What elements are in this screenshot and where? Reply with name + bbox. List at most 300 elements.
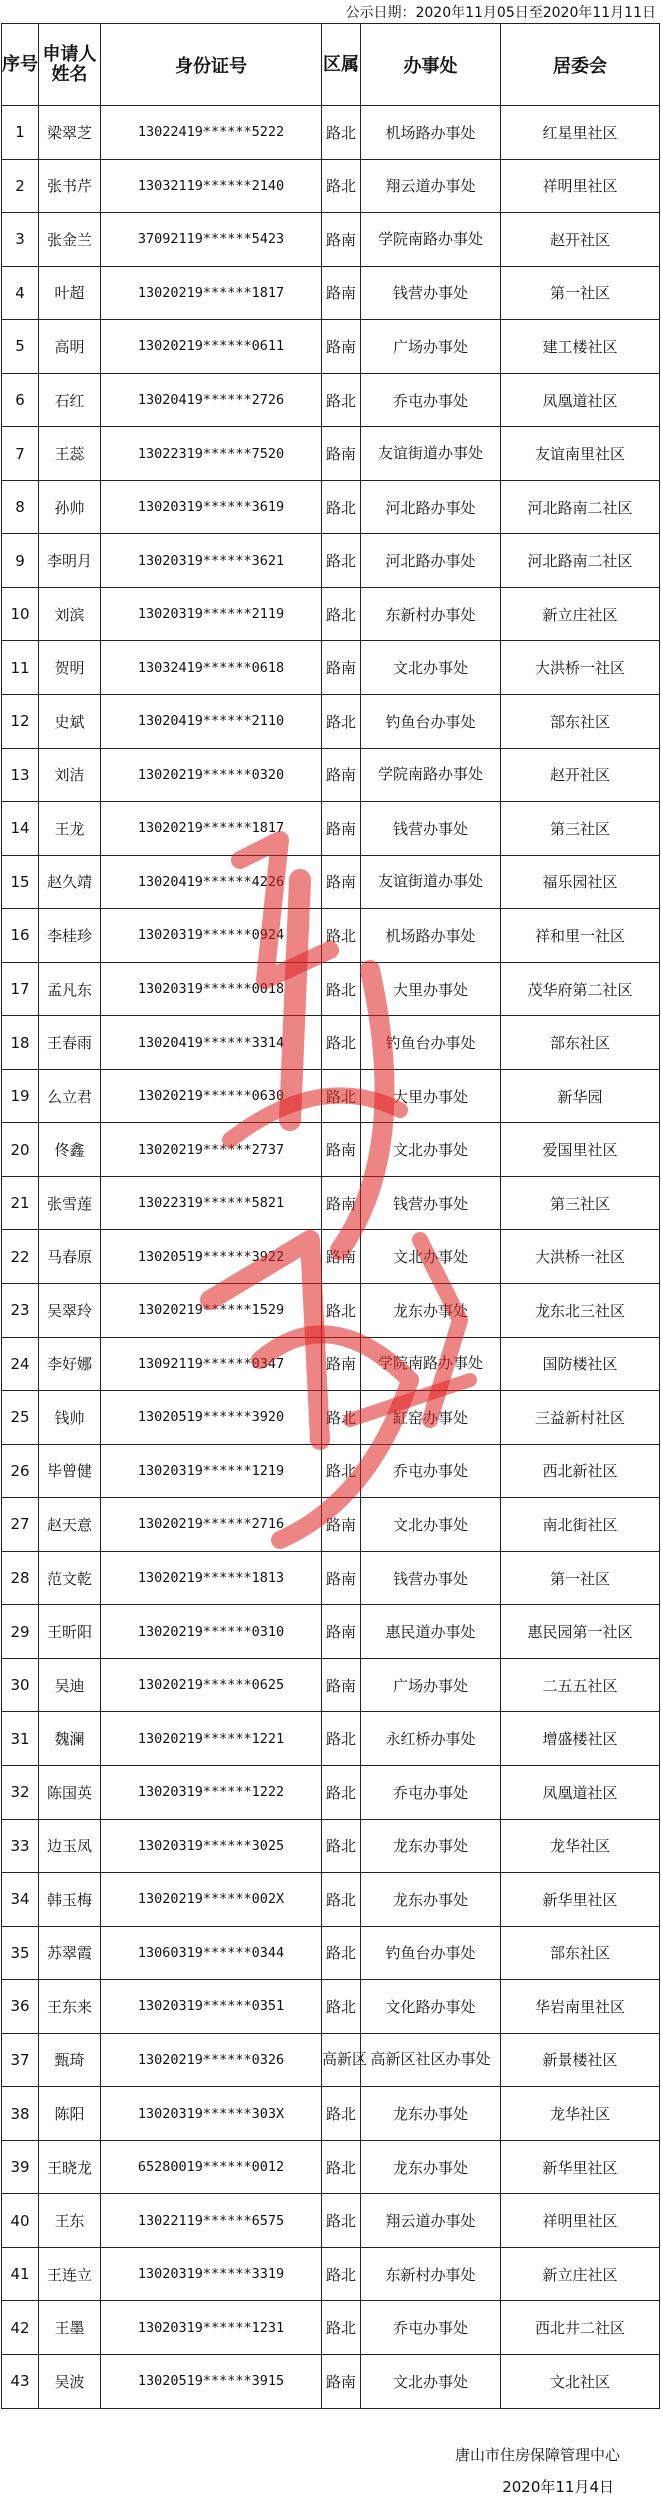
cell-index: 19 <box>2 1069 39 1123</box>
cell-office: 大里办事处 <box>361 962 501 1016</box>
table-header <box>2 24 660 106</box>
cell-name: 苏翠霞 <box>39 1926 101 1980</box>
cell-name: 韩玉梅 <box>39 1873 101 1927</box>
cell-id-number: 13020319******303X <box>101 2087 322 2141</box>
cell-index: 36 <box>2 1980 39 2034</box>
table-row <box>2 2033 660 2087</box>
cell-office: 文北办事处 <box>361 641 501 695</box>
table-row <box>2 2140 660 2194</box>
cell-community: 凤凰道社区 <box>501 373 660 427</box>
cell-district: 路南 <box>322 1337 361 1391</box>
cell-district: 路北 <box>322 1444 361 1498</box>
header-district: 区属 <box>322 24 361 106</box>
table-body <box>2 106 660 2409</box>
cell-name: 张金兰 <box>39 213 101 267</box>
header-name: 申请人姓名 <box>39 24 101 106</box>
cell-community: 新华园 <box>501 1069 660 1123</box>
cell-id-number: 13020519******3920 <box>101 1391 322 1445</box>
cell-id-number: 13032419******0618 <box>101 641 322 695</box>
cell-name: 李好娜 <box>39 1337 101 1391</box>
cell-name: 赵天意 <box>39 1498 101 1552</box>
cell-id-number: 13020419******2110 <box>101 695 322 749</box>
cell-name: 孟凡东 <box>39 962 101 1016</box>
table-row <box>2 1551 660 1605</box>
cell-office: 翔云道办事处 <box>361 2194 501 2248</box>
cell-id-number: 13020219******002X <box>101 1873 322 1927</box>
cell-community: 第三社区 <box>501 1176 660 1230</box>
cell-office: 河北路办事处 <box>361 480 501 534</box>
cell-community: 祥明里社区 <box>501 2194 660 2248</box>
cell-community: 祥明里社区 <box>501 159 660 213</box>
cell-district: 路北 <box>322 480 361 534</box>
cell-index: 7 <box>2 427 39 481</box>
cell-district: 路南 <box>322 266 361 320</box>
table-row <box>2 1765 660 1819</box>
cell-id-number: 13022419******5222 <box>101 106 322 160</box>
table-row <box>2 427 660 481</box>
cell-office: 钓鱼台办事处 <box>361 695 501 749</box>
cell-id-number: 13020219******2716 <box>101 1498 322 1552</box>
cell-id-number: 13020219******0326 <box>101 2033 322 2087</box>
cell-district: 路北 <box>322 534 361 588</box>
cell-office: 机场路办事处 <box>361 909 501 963</box>
cell-name: 史斌 <box>39 695 101 749</box>
issue-date: 2020年11月4日 <box>502 2478 614 2496</box>
cell-index: 22 <box>2 1230 39 1284</box>
cell-id-number: 13020519******3915 <box>101 2354 322 2408</box>
cell-name: 王蕊 <box>39 427 101 481</box>
cell-office: 河北路办事处 <box>361 534 501 588</box>
cell-office: 大里办事处 <box>361 1069 501 1123</box>
cell-index: 25 <box>2 1391 39 1445</box>
cell-community: 新立庄社区 <box>501 587 660 641</box>
cell-district: 路北 <box>322 1016 361 1070</box>
cell-community: 大洪桥一社区 <box>501 1230 660 1284</box>
cell-name: 王龙 <box>39 802 101 856</box>
cell-district: 路北 <box>322 1391 361 1445</box>
cell-index: 5 <box>2 320 39 374</box>
cell-index: 28 <box>2 1551 39 1605</box>
cell-name: 陈阳 <box>39 2087 101 2141</box>
table-row <box>2 320 660 374</box>
table-row <box>2 480 660 534</box>
cell-name: 孙帅 <box>39 480 101 534</box>
table-row <box>2 748 660 802</box>
applicant-table <box>1 23 660 2409</box>
cell-community: 惠民园第一社区 <box>501 1605 660 1659</box>
cell-name: 王连立 <box>39 2247 101 2301</box>
table-row <box>2 1069 660 1123</box>
cell-office: 缸窑办事处 <box>361 1391 501 1445</box>
table-row <box>2 159 660 213</box>
cell-id-number: 13020519******3922 <box>101 1230 322 1284</box>
cell-community: 建工楼社区 <box>501 320 660 374</box>
cell-index: 16 <box>2 909 39 963</box>
cell-index: 29 <box>2 1605 39 1659</box>
cell-office: 龙东办事处 <box>361 1819 501 1873</box>
cell-id-number: 13020319******3621 <box>101 534 322 588</box>
table-row <box>2 695 660 749</box>
cell-office: 乔屯办事处 <box>361 1444 501 1498</box>
table-row <box>2 2354 660 2408</box>
cell-name: 甄琦 <box>39 2033 101 2087</box>
cell-district: 路南 <box>322 1658 361 1712</box>
cell-community: 文北社区 <box>501 2354 660 2408</box>
cell-id-number: 13020419******3314 <box>101 1016 322 1070</box>
cell-id-number: 13020219******0310 <box>101 1605 322 1659</box>
cell-id-number: 13022319******5821 <box>101 1176 322 1230</box>
cell-district: 路北 <box>322 695 361 749</box>
cell-community: 凤凰道社区 <box>501 1765 660 1819</box>
cell-office: 学院南路办事处 <box>361 1337 501 1391</box>
cell-index: 30 <box>2 1658 39 1712</box>
cell-community: 西北新社区 <box>501 1444 660 1498</box>
cell-id-number: 13020219******1817 <box>101 802 322 856</box>
cell-district: 路南 <box>322 1176 361 1230</box>
cell-id-number: 13020219******1221 <box>101 1712 322 1766</box>
cell-name: 叶超 <box>39 266 101 320</box>
cell-index: 10 <box>2 587 39 641</box>
cell-index: 11 <box>2 641 39 695</box>
cell-index: 23 <box>2 1284 39 1338</box>
cell-id-number: 13020419******2726 <box>101 373 322 427</box>
cell-name: 王昕阳 <box>39 1605 101 1659</box>
cell-id-number: 13020319******0924 <box>101 909 322 963</box>
cell-name: 刘滨 <box>39 587 101 641</box>
cell-name: 王晓龙 <box>39 2140 101 2194</box>
cell-community: 部东社区 <box>501 695 660 749</box>
cell-index: 27 <box>2 1498 39 1552</box>
cell-id-number: 13020319******3025 <box>101 1819 322 1873</box>
publication-date: 公示日期：2020年11月05日至2020年11月11日 <box>345 5 656 21</box>
cell-community: 新立庄社区 <box>501 2247 660 2301</box>
cell-index: 40 <box>2 2194 39 2248</box>
cell-community: 友谊南里社区 <box>501 427 660 481</box>
cell-community: 龙东北三社区 <box>501 1284 660 1338</box>
table-row <box>2 2301 660 2355</box>
cell-id-number: 13022119******6575 <box>101 2194 322 2248</box>
cell-id-number: 13020419******4226 <box>101 855 322 909</box>
cell-name: 李明月 <box>39 534 101 588</box>
cell-office: 文北办事处 <box>361 1230 501 1284</box>
cell-district: 路北 <box>322 2194 361 2248</box>
cell-office: 机场路办事处 <box>361 106 501 160</box>
table-row <box>2 1391 660 1445</box>
cell-community: 新华里社区 <box>501 2140 660 2194</box>
cell-id-number: 13020319******1222 <box>101 1765 322 1819</box>
cell-district: 路南 <box>322 1230 361 1284</box>
cell-office: 文北办事处 <box>361 1498 501 1552</box>
cell-community: 红星里社区 <box>501 106 660 160</box>
cell-index: 26 <box>2 1444 39 1498</box>
cell-name: 钱帅 <box>39 1391 101 1445</box>
cell-office: 永红桥办事处 <box>361 1712 501 1766</box>
cell-id-number: 13020319******3619 <box>101 480 322 534</box>
cell-name: 张雪莲 <box>39 1176 101 1230</box>
cell-id-number: 65280019******0012 <box>101 2140 322 2194</box>
cell-community: 第一社区 <box>501 1551 660 1605</box>
cell-index: 37 <box>2 2033 39 2087</box>
cell-community: 赵开社区 <box>501 748 660 802</box>
cell-name: 吴迪 <box>39 1658 101 1712</box>
cell-office: 友谊街道办事处 <box>361 427 501 481</box>
cell-community: 部东社区 <box>501 1926 660 1980</box>
cell-office: 友谊街道办事处 <box>361 855 501 909</box>
table-row <box>2 587 660 641</box>
cell-index: 20 <box>2 1123 39 1177</box>
cell-district: 高新区 <box>322 2033 361 2087</box>
cell-community: 爱国里社区 <box>501 1123 660 1177</box>
cell-name: 王墨 <box>39 2301 101 2355</box>
cell-index: 14 <box>2 802 39 856</box>
cell-office: 惠民道办事处 <box>361 1605 501 1659</box>
cell-community: 福乐园社区 <box>501 855 660 909</box>
cell-name: 李桂珍 <box>39 909 101 963</box>
table-row <box>2 106 660 160</box>
cell-office: 龙东办事处 <box>361 2140 501 2194</box>
cell-district: 路北 <box>322 1819 361 1873</box>
cell-community: 二五五社区 <box>501 1658 660 1712</box>
cell-district: 路北 <box>322 159 361 213</box>
cell-name: 佟鑫 <box>39 1123 101 1177</box>
cell-name: 马春原 <box>39 1230 101 1284</box>
table-row <box>2 534 660 588</box>
cell-office: 钓鱼台办事处 <box>361 1926 501 1980</box>
cell-office: 文化路办事处 <box>361 1980 501 2034</box>
cell-district: 路北 <box>322 587 361 641</box>
table-row <box>2 1712 660 1766</box>
cell-district: 路南 <box>322 748 361 802</box>
cell-id-number: 37092119******5423 <box>101 213 322 267</box>
table-row <box>2 1605 660 1659</box>
cell-index: 15 <box>2 855 39 909</box>
cell-office: 乔屯办事处 <box>361 2301 501 2355</box>
cell-office: 高新区社区办事处 <box>361 2033 501 2087</box>
table-row <box>2 1284 660 1338</box>
cell-district: 路南 <box>322 802 361 856</box>
table-row <box>2 266 660 320</box>
cell-id-number: 13020219******0630 <box>101 1069 322 1123</box>
table-row <box>2 1819 660 1873</box>
cell-community: 赵开社区 <box>501 213 660 267</box>
header-id-number: 身份证号 <box>101 24 322 106</box>
cell-district: 路南 <box>322 855 361 909</box>
table-row <box>2 1337 660 1391</box>
cell-community: 部东社区 <box>501 1016 660 1070</box>
cell-index: 33 <box>2 1819 39 1873</box>
cell-name: 王春雨 <box>39 1016 101 1070</box>
cell-office: 学院南路办事处 <box>361 748 501 802</box>
cell-district: 路北 <box>322 1873 361 1927</box>
table-row <box>2 855 660 909</box>
cell-district: 路北 <box>322 1980 361 2034</box>
cell-district: 路南 <box>322 320 361 374</box>
cell-index: 4 <box>2 266 39 320</box>
table-row <box>2 2087 660 2141</box>
cell-district: 路北 <box>322 1926 361 1980</box>
cell-office: 文北办事处 <box>361 2354 501 2408</box>
cell-name: 石红 <box>39 373 101 427</box>
cell-id-number: 13092119******0347 <box>101 1337 322 1391</box>
cell-name: 吴波 <box>39 2354 101 2408</box>
cell-name: 王东 <box>39 2194 101 2248</box>
cell-name: 刘洁 <box>39 748 101 802</box>
cell-index: 17 <box>2 962 39 1016</box>
table-row <box>2 641 660 695</box>
cell-office: 钱营办事处 <box>361 266 501 320</box>
table-row <box>2 1658 660 1712</box>
cell-district: 路南 <box>322 641 361 695</box>
table-row <box>2 1498 660 1552</box>
cell-id-number: 13060319******0344 <box>101 1926 322 1980</box>
table-row <box>2 2194 660 2248</box>
cell-name: 么立君 <box>39 1069 101 1123</box>
table-row <box>2 962 660 1016</box>
cell-community: 大洪桥一社区 <box>501 641 660 695</box>
cell-district: 路北 <box>322 2140 361 2194</box>
cell-community: 茂华府第二社区 <box>501 962 660 1016</box>
cell-id-number: 13020219******2737 <box>101 1123 322 1177</box>
cell-community: 西北井二社区 <box>501 2301 660 2355</box>
cell-index: 24 <box>2 1337 39 1391</box>
cell-name: 魏澜 <box>39 1712 101 1766</box>
table-row <box>2 373 660 427</box>
cell-name: 边玉凤 <box>39 1819 101 1873</box>
cell-name: 范文乾 <box>39 1551 101 1605</box>
cell-district: 路南 <box>322 213 361 267</box>
cell-community: 增盛楼社区 <box>501 1712 660 1766</box>
cell-district: 路北 <box>322 962 361 1016</box>
cell-community: 第一社区 <box>501 266 660 320</box>
cell-district: 路北 <box>322 909 361 963</box>
cell-office: 钱营办事处 <box>361 1551 501 1605</box>
cell-office: 钱营办事处 <box>361 1176 501 1230</box>
cell-district: 路南 <box>322 1551 361 1605</box>
cell-name: 吴翠玲 <box>39 1284 101 1338</box>
cell-community: 河北路南二社区 <box>501 480 660 534</box>
cell-index: 41 <box>2 2247 39 2301</box>
table-row <box>2 1980 660 2034</box>
table-row <box>2 1176 660 1230</box>
cell-district: 路北 <box>322 1765 361 1819</box>
cell-id-number: 13020319******1231 <box>101 2301 322 2355</box>
cell-community: 龙华社区 <box>501 2087 660 2141</box>
cell-district: 路北 <box>322 1069 361 1123</box>
cell-index: 42 <box>2 2301 39 2355</box>
table-row <box>2 1123 660 1177</box>
cell-community: 华岩南里社区 <box>501 1980 660 2034</box>
cell-community: 祥和里一社区 <box>501 909 660 963</box>
cell-index: 38 <box>2 2087 39 2141</box>
cell-id-number: 13020219******0611 <box>101 320 322 374</box>
cell-district: 路北 <box>322 106 361 160</box>
cell-community: 龙华社区 <box>501 1819 660 1873</box>
cell-id-number: 13020219******0625 <box>101 1658 322 1712</box>
cell-community: 国防楼社区 <box>501 1337 660 1391</box>
cell-name: 毕曾健 <box>39 1444 101 1498</box>
cell-community: 第三社区 <box>501 802 660 856</box>
cell-community: 南北街社区 <box>501 1498 660 1552</box>
cell-office: 东新村办事处 <box>361 2247 501 2301</box>
cell-district: 路北 <box>322 373 361 427</box>
cell-district: 路南 <box>322 427 361 481</box>
cell-district: 路北 <box>322 2247 361 2301</box>
cell-office: 文北办事处 <box>361 1123 501 1177</box>
cell-id-number: 13020219******0320 <box>101 748 322 802</box>
table-row <box>2 213 660 267</box>
table-row <box>2 1230 660 1284</box>
cell-district: 路北 <box>322 1712 361 1766</box>
cell-name: 王东来 <box>39 1980 101 2034</box>
cell-id-number: 13020319******3319 <box>101 2247 322 2301</box>
cell-index: 12 <box>2 695 39 749</box>
cell-office: 钓鱼台办事处 <box>361 1016 501 1070</box>
cell-office: 乔屯办事处 <box>361 1765 501 1819</box>
cell-office: 东新村办事处 <box>361 587 501 641</box>
cell-index: 21 <box>2 1176 39 1230</box>
cell-id-number: 13032119******2140 <box>101 159 322 213</box>
cell-office: 钱营办事处 <box>361 802 501 856</box>
cell-name: 梁翠芝 <box>39 106 101 160</box>
cell-index: 13 <box>2 748 39 802</box>
cell-name: 张书芹 <box>39 159 101 213</box>
cell-name: 贺明 <box>39 641 101 695</box>
cell-district: 路北 <box>322 2301 361 2355</box>
table-row <box>2 1873 660 1927</box>
cell-community: 河北路南二社区 <box>501 534 660 588</box>
cell-office: 广场办事处 <box>361 1658 501 1712</box>
cell-community: 三益新村社区 <box>501 1391 660 1445</box>
cell-index: 34 <box>2 1873 39 1927</box>
cell-district: 路南 <box>322 1605 361 1659</box>
cell-name: 赵久靖 <box>39 855 101 909</box>
table-row <box>2 909 660 963</box>
cell-id-number: 13020219******1529 <box>101 1284 322 1338</box>
cell-index: 3 <box>2 213 39 267</box>
cell-index: 35 <box>2 1926 39 1980</box>
cell-office: 学院南路办事处 <box>361 213 501 267</box>
cell-office: 龙东办事处 <box>361 1873 501 1927</box>
header-office: 办事处 <box>361 24 501 106</box>
table-row <box>2 1444 660 1498</box>
cell-office: 广场办事处 <box>361 320 501 374</box>
cell-name: 陈国英 <box>39 1765 101 1819</box>
cell-index: 39 <box>2 2140 39 2194</box>
cell-id-number: 13020319******1219 <box>101 1444 322 1498</box>
header-community: 居委会 <box>501 24 660 106</box>
cell-office: 龙东办事处 <box>361 1284 501 1338</box>
cell-id-number: 13020319******0018 <box>101 962 322 1016</box>
cell-index: 18 <box>2 1016 39 1070</box>
issuing-organization: 唐山市住房保障管理中心 <box>454 2446 620 2464</box>
cell-id-number: 13020319******2119 <box>101 587 322 641</box>
cell-id-number: 13022319******7520 <box>101 427 322 481</box>
table-row <box>2 2247 660 2301</box>
cell-district: 路南 <box>322 1123 361 1177</box>
header-row <box>2 24 660 106</box>
cell-index: 31 <box>2 1712 39 1766</box>
cell-index: 6 <box>2 373 39 427</box>
cell-district: 路南 <box>322 1498 361 1552</box>
cell-index: 9 <box>2 534 39 588</box>
cell-office: 龙东办事处 <box>361 2087 501 2141</box>
cell-index: 1 <box>2 106 39 160</box>
cell-index: 8 <box>2 480 39 534</box>
cell-office: 乔屯办事处 <box>361 373 501 427</box>
cell-id-number: 13020219******1813 <box>101 1551 322 1605</box>
cell-district: 路北 <box>322 2087 361 2141</box>
cell-name: 高明 <box>39 320 101 374</box>
